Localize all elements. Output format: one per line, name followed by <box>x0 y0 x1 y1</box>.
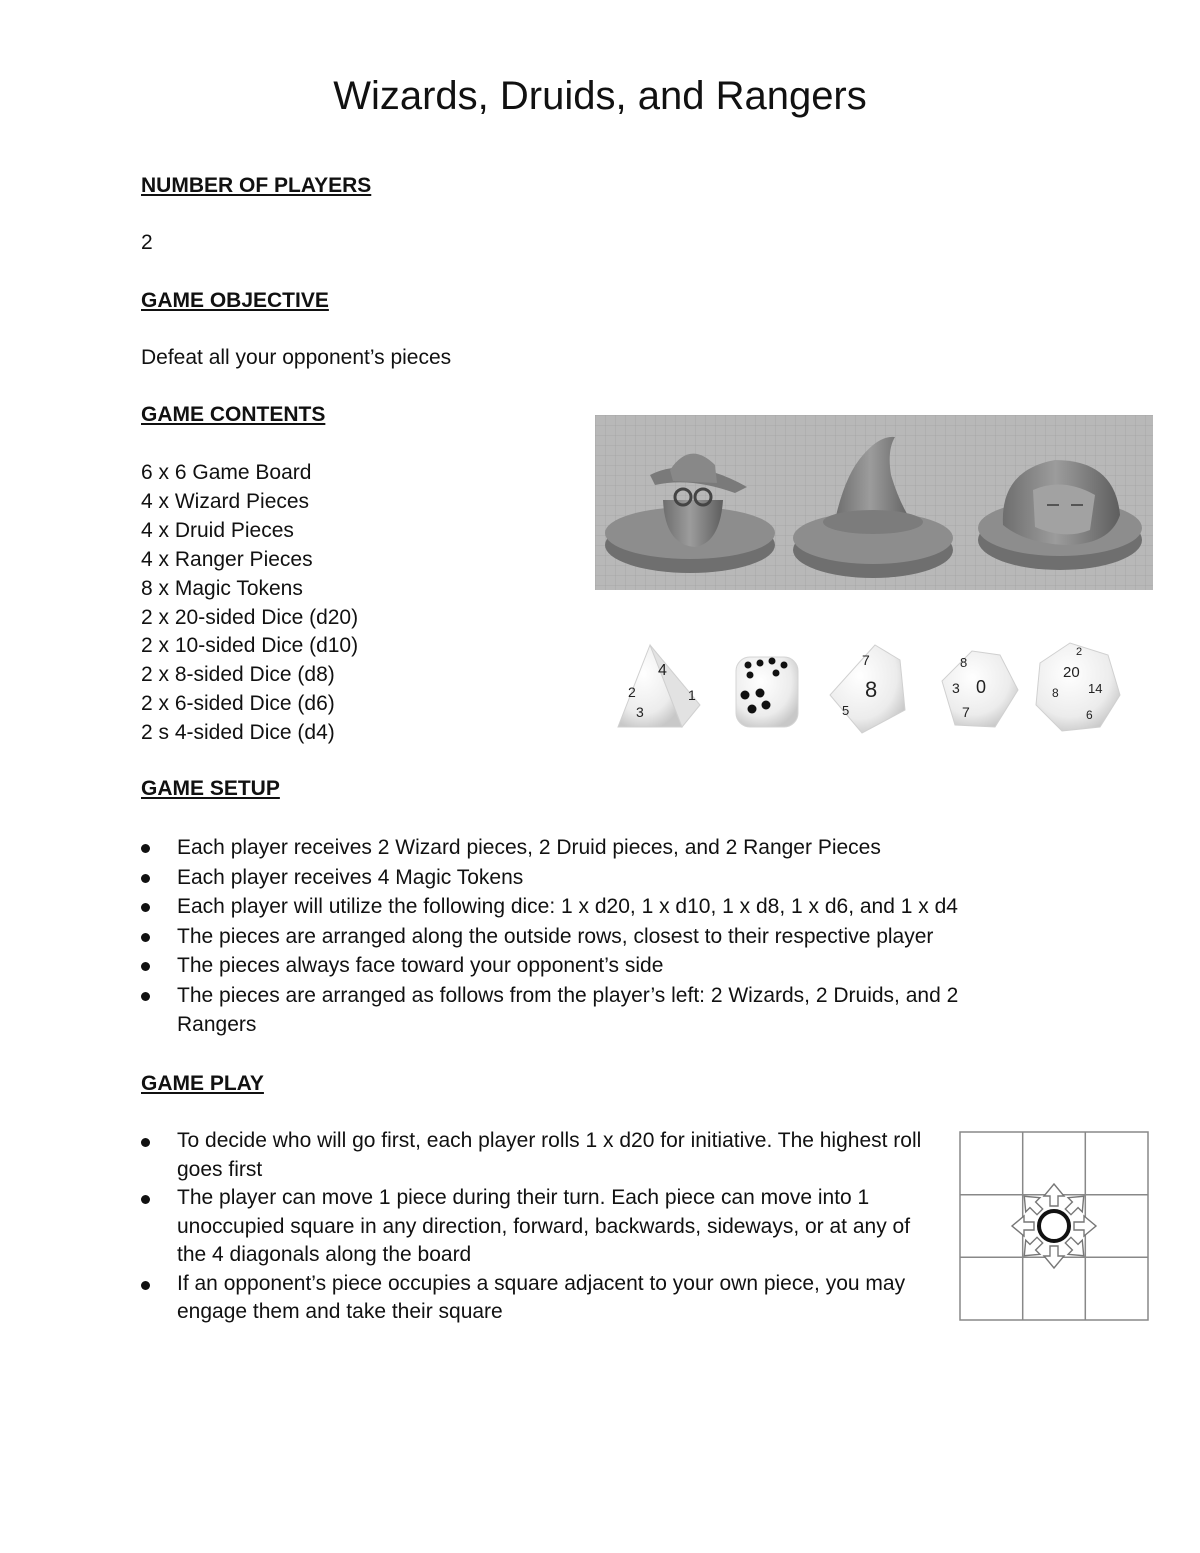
objective-heading: GAME OBJECTIVE <box>141 289 329 312</box>
players-value: 2 <box>141 231 153 254</box>
d8-number: 5 <box>842 703 850 718</box>
list-item: 2 x 20-sided Dice (d20) <box>141 605 359 629</box>
d20-number: 8 <box>1052 686 1059 700</box>
list-item: 4 x Wizard Pieces <box>141 489 310 513</box>
d6-die <box>736 657 798 727</box>
d10-die <box>942 651 1018 727</box>
d4-number: 3 <box>636 704 644 720</box>
bullet-icon <box>141 1281 150 1290</box>
list-item: 8 x Magic Tokens <box>141 576 303 600</box>
d4-number: 1 <box>688 687 696 703</box>
dice-photo <box>600 635 1130 743</box>
setup-heading: GAME SETUP <box>141 777 280 800</box>
setup-list <box>141 833 1001 1040</box>
bullet-icon <box>141 874 150 883</box>
d8-number: 7 <box>862 652 870 668</box>
list-item-text: Each player receives 4 Magic Tokens <box>177 865 524 889</box>
list-item <box>141 981 1001 1040</box>
list-item <box>141 833 1001 863</box>
players-heading: NUMBER OF PLAYERS <box>141 174 372 197</box>
movement-diagram <box>958 1130 1150 1322</box>
contents-heading: GAME CONTENTS <box>141 403 326 426</box>
list-item <box>141 1184 931 1270</box>
list-item <box>141 863 1001 893</box>
piece-circle-icon <box>1039 1211 1069 1241</box>
d10-number: 7 <box>962 704 970 720</box>
d20-number: 20 <box>1063 664 1080 681</box>
list-item-text: Each player receives 2 Wizard pieces, 2 Druid pieces, and 2 Ranger Pieces <box>177 836 881 859</box>
arrow-up-icon <box>1044 1184 1064 1206</box>
list-item <box>141 1270 931 1327</box>
list-item: 4 x Druid Pieces <box>141 518 294 542</box>
bullet-icon <box>141 1195 150 1204</box>
list-item <box>141 951 1001 981</box>
list-item: 6 x 6 Game Board <box>141 461 312 484</box>
list-item: 2 x 8-sided Dice (d8) <box>141 663 335 687</box>
arrow-right-icon <box>1074 1216 1096 1236</box>
list-item-text: Each player will utilize the following dice: 1 x d20, 1 x d10, 1 x d8, 1 x d6, and 1 x d4 <box>177 895 958 918</box>
list-item: 2 x 10-sided Dice (d10) <box>141 634 359 658</box>
list-item <box>141 922 1001 952</box>
d10-number: 3 <box>952 680 960 696</box>
bullet-icon <box>141 962 150 971</box>
bullet-icon <box>141 1138 150 1147</box>
list-item-text: The pieces are arranged as follows from the player’s left: 2 Wizards, 2 Druids, and 2 Rangers <box>177 983 959 1036</box>
bullet-icon <box>141 844 150 853</box>
d20-number: 6 <box>1086 708 1093 722</box>
bullet-icon <box>141 903 150 912</box>
d4-number: 4 <box>658 662 667 679</box>
list-item: 4 x Ranger Pieces <box>141 547 313 571</box>
list-item: 2 x 6-sided Dice (d6) <box>141 692 335 716</box>
page-title: Wizards, Druids, and Rangers <box>333 74 867 118</box>
list-item <box>141 892 1001 922</box>
bullet-icon <box>141 933 150 942</box>
objective-text: Defeat all your opponent’s pieces <box>141 346 452 369</box>
d8-die <box>830 645 905 733</box>
d20-die <box>1036 643 1120 731</box>
contents-list <box>141 459 358 748</box>
list-item-text: The player can move 1 piece during their turn. Each piece can move into 1 unoccupied square in any direction, forward, backwards, sideways, or at any of the 4 diagonals along the board <box>177 1186 911 1266</box>
list-item-text: To decide who will go first, each player rolls 1 x d20 for initiative. The highest roll goes first <box>177 1129 922 1181</box>
list-item-text: The pieces are arranged along the outside rows, closest to their respective player <box>177 924 934 948</box>
d20-number: 2 <box>1076 646 1083 658</box>
list-item: 2 s 4-sided Dice (d4) <box>141 721 335 745</box>
play-list <box>141 1127 931 1327</box>
play-heading: GAME PLAY <box>141 1072 264 1095</box>
d10-number: 8 <box>960 655 968 670</box>
d8-number: 8 <box>865 677 878 702</box>
game-pieces-render <box>595 415 1153 590</box>
d10-number: 0 <box>976 677 987 697</box>
d4-die <box>618 645 700 727</box>
arrow-left-icon <box>1012 1216 1034 1236</box>
list-item-text: The pieces always face toward your opponent’s side <box>177 954 664 977</box>
d4-number: 2 <box>628 684 636 700</box>
arrow-down-icon <box>1044 1246 1064 1268</box>
bullet-icon <box>141 992 150 1001</box>
list-item-text: If an opponent’s piece occupies a square adjacent to your own piece, you may engage them and take their square <box>177 1271 906 1323</box>
list-item <box>141 1127 931 1184</box>
d20-number: 14 <box>1088 681 1103 696</box>
